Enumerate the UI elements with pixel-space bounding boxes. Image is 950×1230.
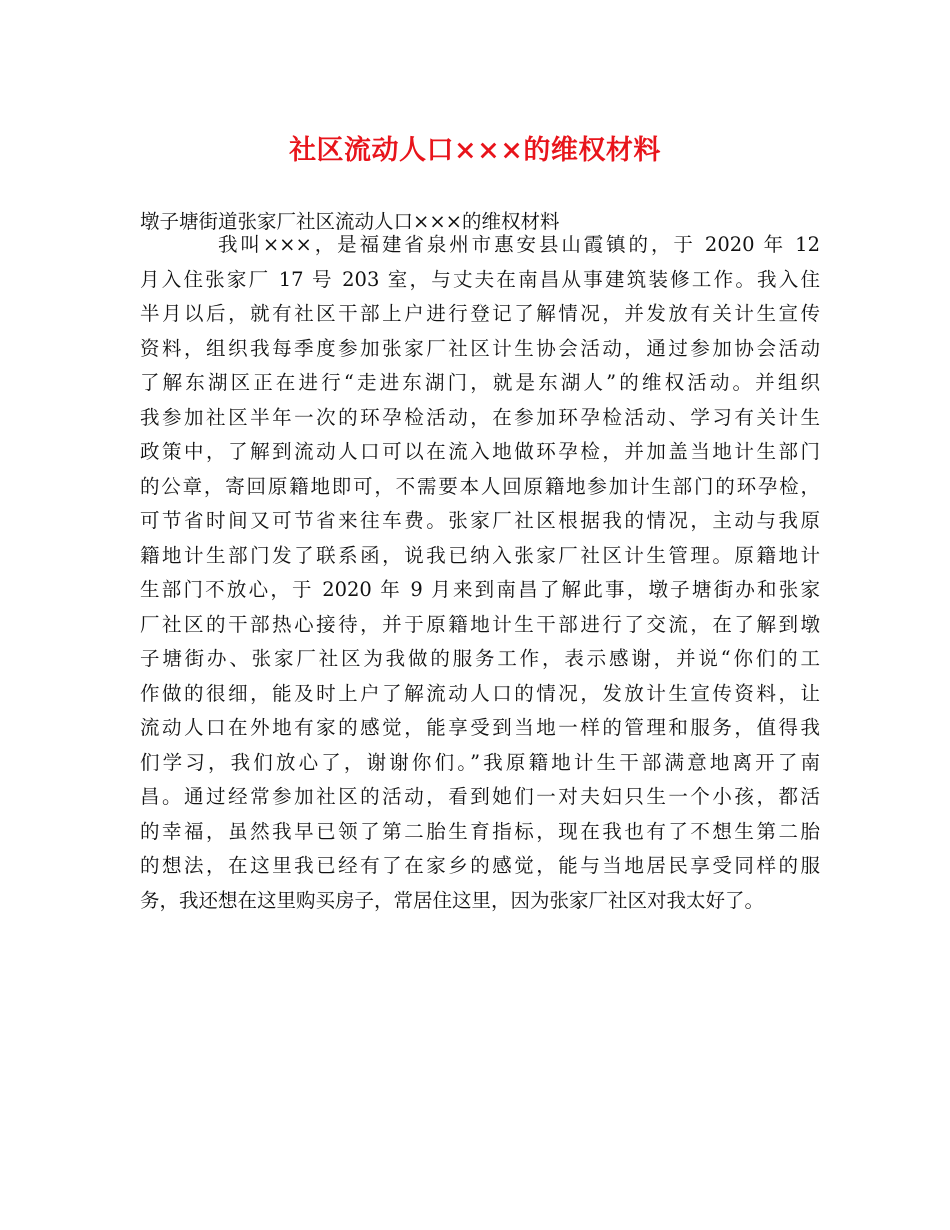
body-line: 昌。通过经常参加社区的活动，看到她们一对夫妇只生一个小孩，都活: [140, 785, 820, 808]
body-line: 厂社区的干部热心接待，并于原籍地计生干部进行了交流，在了解到墩: [140, 612, 820, 636]
body-line: 可节省时间又可节省来往车费。张家厂社区根据我的情况，主动与我原: [140, 509, 820, 532]
body-line: 了解东湖区正在进行“走进东湖门，就是东湖人”的维权活动。并组织: [140, 371, 820, 394]
body-line: 政策中，了解到流动人口可以在流入地做环孕检，并加盖当地计生部门: [140, 440, 820, 463]
body-line: 作做的很细，能及时上户了解流动人口的情况，发放计生宣传资料，让: [140, 681, 820, 705]
body-line: 的幸福，虽然我早已领了第二胎生育指标，现在我也有了不想生第二胎: [140, 819, 820, 843]
body-line: 我参加社区半年一次的环孕检活动，在参加环孕检活动、学习有关计生: [140, 405, 820, 429]
document-title: 社区流动人口×××的维权材料: [289, 135, 661, 166]
document-body: [140, 228, 820, 918]
body-line: 我叫×××，是福建省泉州市惠安县山霞镇的，于 2020 年 12: [218, 233, 820, 256]
body-line: 的公章，寄回原籍地即可，不需要本人回原籍地参加计生部门的环孕检，: [140, 474, 820, 498]
body-line: 流动人口在外地有家的感觉，能享受到当地一样的管理和服务，值得我: [140, 716, 820, 739]
body-line: 务，我还想在这里购买房子，常居住这里，因为张家厂社区对我太好了。: [140, 888, 765, 912]
body-line: 籍地计生部门发了联系函，说我已纳入张家厂社区计生管理。原籍地计: [140, 543, 820, 567]
body-line: 资料，组织我每季度参加张家厂社区计生协会活动，通过参加协会活动: [140, 336, 820, 360]
body-line: 生部门不放心，于 2020 年 9 月来到南昌了解此事，墩子塘街办和张家: [140, 578, 820, 601]
body-line: 子塘街办、张家厂社区为我做的服务工作，表示感谢，并说“你们的工: [140, 647, 820, 670]
body-line: 月入住张家厂 17 号 203 室，与丈夫在南昌从事建筑装修工作。我入住: [140, 267, 820, 291]
body-line: 的想法，在这里我已经有了在家乡的感觉，能与当地居民享受同样的服: [140, 854, 820, 877]
document-subtitle: 墩子塘街道张家厂社区流动人口×××的维权材料: [140, 210, 560, 233]
body-line: 们学习，我们放心了，谢谢你们。”我原籍地计生干部满意地离开了南: [140, 750, 820, 774]
body-line: 半月以后，就有社区干部上户进行登记了解情况，并发放有关计生宣传: [140, 302, 820, 325]
